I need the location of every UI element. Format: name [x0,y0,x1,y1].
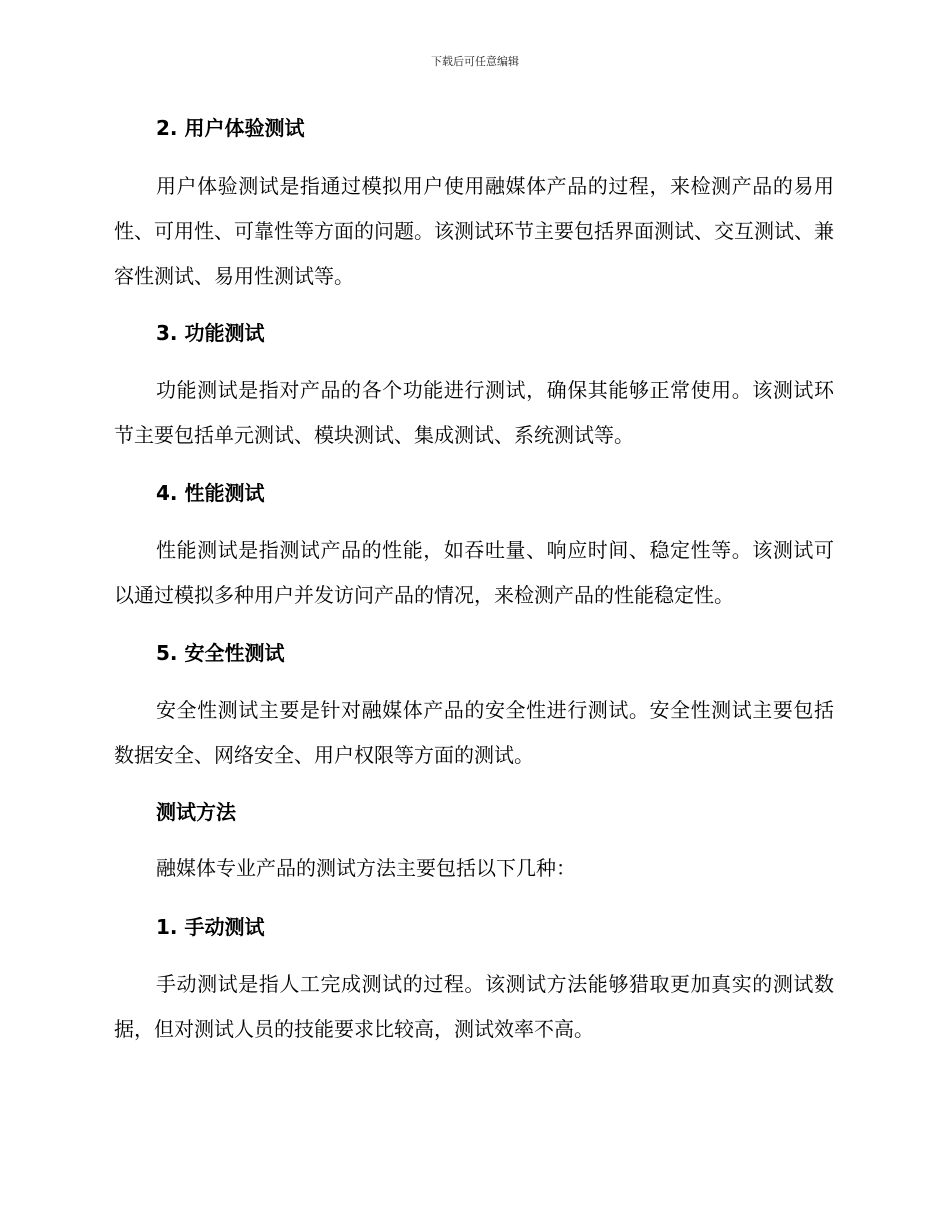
section-heading-user-experience-test: 2. 用户体验测试 [156,116,305,140]
section-heading-manual-test: 1. 手动测试 [156,915,265,939]
section-paragraph-user-experience-test: 用户体验测试是指通过模拟用户使用融媒体产品的过程，来检测产品的易用性、可用性、可靠性等方面的问题。该测试环节主要包括界面测试、交互测试、兼容性测试、易用性测试等。 [114,174,834,288]
section-paragraph-function-test: 功能测试是指对产品的各个功能进行测试，确保其能够正常使用。该测试环节主要包括单元测试、模块测试、集成测试、系统测试等。 [114,378,834,447]
section-heading-function-test: 3. 功能测试 [156,321,265,345]
section-heading-performance-test: 4. 性能测试 [156,481,265,505]
section-paragraph-security-test: 安全性测试主要是针对融媒体产品的安全性进行测试。安全性测试主要包括数据安全、网络安全、用户权限等方面的测试。 [114,698,834,767]
section-paragraph-test-methods: 融媒体专业产品的测试方法主要包括以下几种： [156,856,576,880]
section-heading-security-test: 5. 安全性测试 [156,641,285,665]
section-paragraph-manual-test: 手动测试是指人工完成测试的过程。该测试方法能够猎取更加真实的测试数据，但对测试人员的技能要求比较高，测试效率不高。 [114,972,834,1041]
page-header: 下载后可任意编辑 [431,55,519,68]
section-heading-test-methods: 测试方法 [156,800,236,824]
section-paragraph-performance-test: 性能测试是指测试产品的性能，如吞吐量、响应时间、稳定性等。该测试可以通过模拟多种用户并发访问产品的情况，来检测产品的性能稳定性。 [114,538,834,607]
